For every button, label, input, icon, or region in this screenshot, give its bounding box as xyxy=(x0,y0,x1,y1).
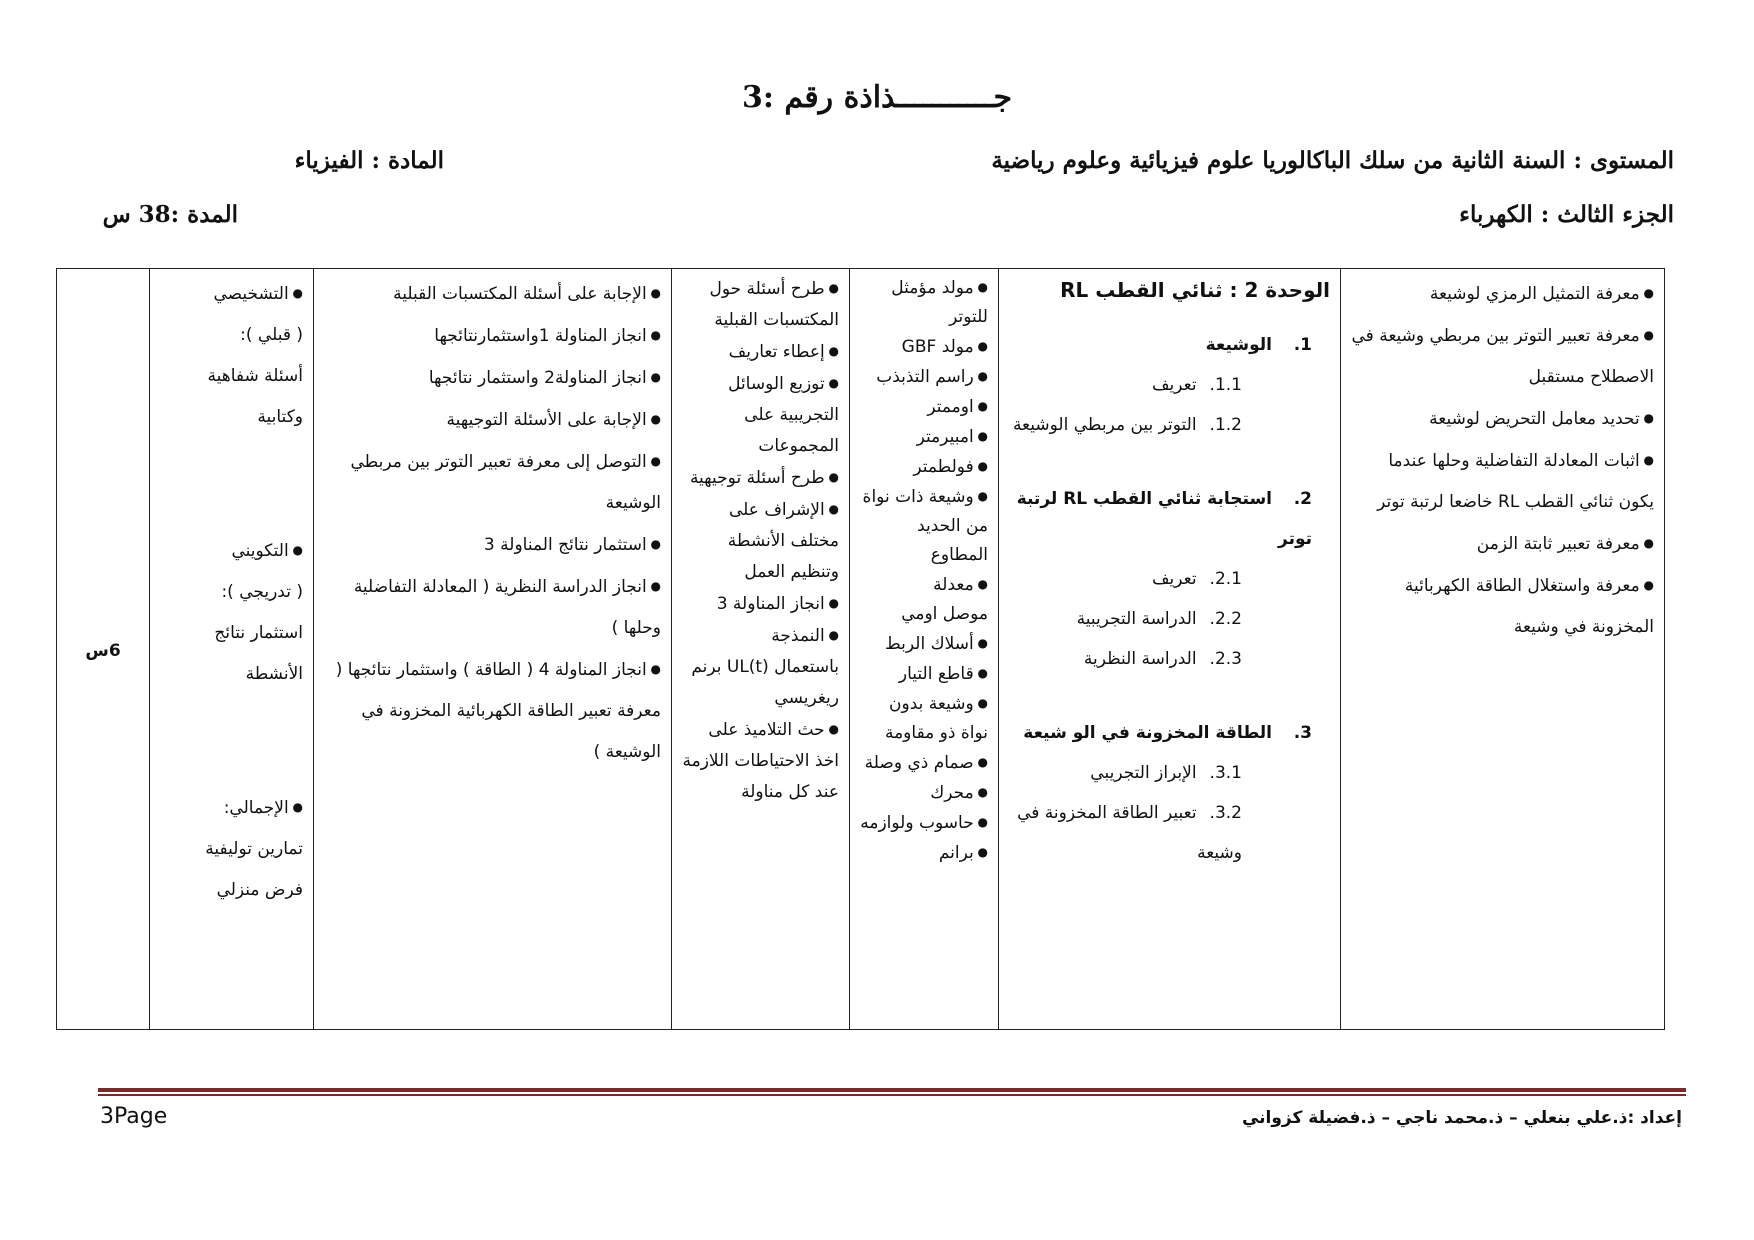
teacher-activity: ● إعطاء تعاريف xyxy=(682,336,839,368)
duration-label: المدة :38 س xyxy=(102,201,238,228)
sub-number: 3.1. xyxy=(1209,763,1242,783)
learner-activity: ● الإجابة على الأسئلة التوجيهية xyxy=(324,399,661,441)
content-cell xyxy=(999,269,1341,1030)
material-item: ● برانم xyxy=(860,838,988,868)
learner-activity: ● الإجابة على أسئلة المكتسبات القبلية xyxy=(324,273,661,315)
sub-title: الدراسة التجريبية xyxy=(1076,609,1197,629)
material-item: ● محرك xyxy=(860,778,988,808)
evaluation-summative: ● الإجمالي: xyxy=(160,787,303,829)
material-item: موصل اومي xyxy=(901,604,988,624)
teacher-activity: ● النمذجة xyxy=(682,620,839,652)
sub-title: تعريف xyxy=(1151,569,1197,589)
lesson-table xyxy=(56,268,1665,1030)
part-label: الجزء الثالث : الكهرباء xyxy=(1459,201,1674,228)
unit-title: الوحدة 2 : ثنائي القطب RL xyxy=(1060,278,1330,302)
objective-item: ● معرفة التمثيل الرمزي لوشيعة xyxy=(1351,273,1654,315)
material-item: ● وشيعة ذات نواة من الحديد المطاوع xyxy=(860,482,988,570)
material-item: ● فولطمتر xyxy=(860,452,988,482)
evaluation-diagnostic: ● التشخيصي xyxy=(160,273,303,315)
page-number: 3Page xyxy=(100,1104,168,1129)
material-item: ● حاسوب ولوازمه xyxy=(860,808,988,838)
teacher-activity: ● طرح أسئلة حول المكتسبات القبلية xyxy=(682,273,839,336)
evaluation-summative-detail: تمارين توليفية xyxy=(205,839,303,859)
content-section xyxy=(1009,325,1312,445)
authors-credit: إعداد :ذ.علي بنعلي – ذ.محمد ناجي – ذ.فضيلة كزواني xyxy=(1241,1108,1682,1128)
material-item: ● مولد مؤمثل للتوتر xyxy=(860,273,988,332)
sub-title: الإبراز التجريبي xyxy=(1090,763,1197,783)
objective-item: ● معرفة تعبير التوتر بين مربطي وشيعة في الاصطلاح مستقبل xyxy=(1351,315,1654,398)
teacher-activity: باستعمال UL(t) برنم ريغريسي xyxy=(691,657,839,708)
material-item: ● راسم التذبذب xyxy=(860,362,988,392)
subject-label: المادة : الفيزياء xyxy=(294,147,444,174)
material-item: ● صمام ذي وصلة xyxy=(860,748,988,778)
section-number: 1. xyxy=(1293,335,1312,355)
evaluation-diagnostic-detail: أسئلة شفاهية وكتابية xyxy=(207,366,303,427)
sub-number: 1.2. xyxy=(1209,415,1242,435)
section-title: الطاقة المخزونة في الو شيعة xyxy=(1023,723,1272,743)
footer-rule-thin xyxy=(98,1094,1686,1096)
teacher-activity: ● توزيع الوسائل التجريبية على المجموعات xyxy=(682,368,839,462)
section-title: الوشيعة xyxy=(1205,335,1272,355)
page-title: جـــــــــــذاذة رقم :3 xyxy=(741,80,1012,115)
sub-number: 3.2. xyxy=(1209,803,1242,823)
learner-activity: ● انجاز المناولة 4 ( الطاقة ) واستثمار نتائجها ( معرفة تعبير الطاقة الكهربائية المخزونة في الوشيعة ) xyxy=(324,649,661,773)
teacher-activity: ● الإشراف على مختلف الأنشطة وتنظيم العمل xyxy=(682,494,839,588)
teacher-activity: ● حث التلاميذ على اخذ الاحتياطات اللازمة عند كل مناولة xyxy=(682,714,839,808)
learner-activities-cell xyxy=(314,269,672,1030)
evaluation-summative-detail: فرض منزلي xyxy=(216,880,303,900)
level-label: المستوى : السنة الثانية من سلك الباكالوريا علوم فيزيائية وعلوم رياضية xyxy=(991,147,1674,174)
teacher-activity: ● انجاز المناولة 3 xyxy=(682,588,839,620)
sub-number: 2.1. xyxy=(1209,569,1242,589)
evaluation-formative-sub: ( تدريجي ): xyxy=(221,582,303,602)
section-title: استجابة ثنائي القطب RL لرتبة توتر xyxy=(1016,489,1312,549)
material-item: ● أسلاك الربط xyxy=(860,629,988,659)
evaluation-diagnostic-sub: ( قبلي ): xyxy=(240,325,303,345)
sub-number: 2.3. xyxy=(1209,649,1242,669)
objective-item: ● معرفة تعبير ثابتة الزمن xyxy=(1351,523,1654,565)
sub-number: 1.1. xyxy=(1209,375,1242,395)
teacher-activity: ● طرح أسئلة توجيهية xyxy=(682,462,839,494)
teacher-activities-cell xyxy=(672,269,850,1030)
material-item: ● مولد GBF xyxy=(860,332,988,362)
objective-item: ● تحديد معامل التحريض لوشيعة xyxy=(1351,398,1654,440)
learner-activity: ● التوصل إلى معرفة تعبير التوتر بين مربطي الوشيعة xyxy=(324,441,661,524)
content-section xyxy=(1009,479,1312,679)
footer-rule xyxy=(98,1088,1686,1092)
learner-activity: ● انجاز المناولة 1واستثمارنتائجها xyxy=(324,315,661,357)
material-item: ● وشيعة بدون نواة ذو مقاومة xyxy=(860,689,988,748)
evaluation-formative: ● التكويني xyxy=(160,530,303,572)
duration-cell: 6س xyxy=(57,269,150,1030)
evaluation-cell xyxy=(150,269,314,1030)
objective-item: ● اثبات المعادلة التفاضلية وحلها عندما يكون ثنائي القطب RL خاضعا لرتبة توتر xyxy=(1351,440,1654,523)
sub-title: تعريف xyxy=(1151,375,1197,395)
material-item: ● معدلة xyxy=(860,570,988,600)
learner-activity: ● انجاز المناولة2 واستثمار نتائجها xyxy=(324,357,661,399)
material-item: ● امبيرمتر xyxy=(860,422,988,452)
section-number: 3. xyxy=(1293,723,1312,743)
section-number: 2. xyxy=(1293,489,1312,509)
material-item: ● اوممتر xyxy=(860,392,988,422)
material-item: ● قاطع التيار xyxy=(860,659,988,689)
learner-activity: ● استثمار نتائج المناولة 3 xyxy=(324,524,661,566)
sub-title: التوتر بين مربطي الوشيعة xyxy=(1012,415,1197,435)
materials-cell xyxy=(850,269,999,1030)
content-section xyxy=(1009,713,1312,873)
evaluation-formative-detail: استثمار نتائج الأنشطة xyxy=(214,623,303,684)
sub-number: 2.2. xyxy=(1209,609,1242,629)
objective-item: ● معرفة واستغلال الطاقة الكهربائية المخزونة في وشيعة xyxy=(1351,565,1654,648)
sub-title: الدراسة النظرية xyxy=(1083,649,1197,669)
objectives-cell xyxy=(1341,269,1665,1030)
sub-title: تعبير الطاقة المخزونة في وشيعة xyxy=(1017,803,1242,863)
learner-activity: ● انجاز الدراسة النظرية ( المعادلة التفاضلية وحلها ) xyxy=(324,566,661,649)
